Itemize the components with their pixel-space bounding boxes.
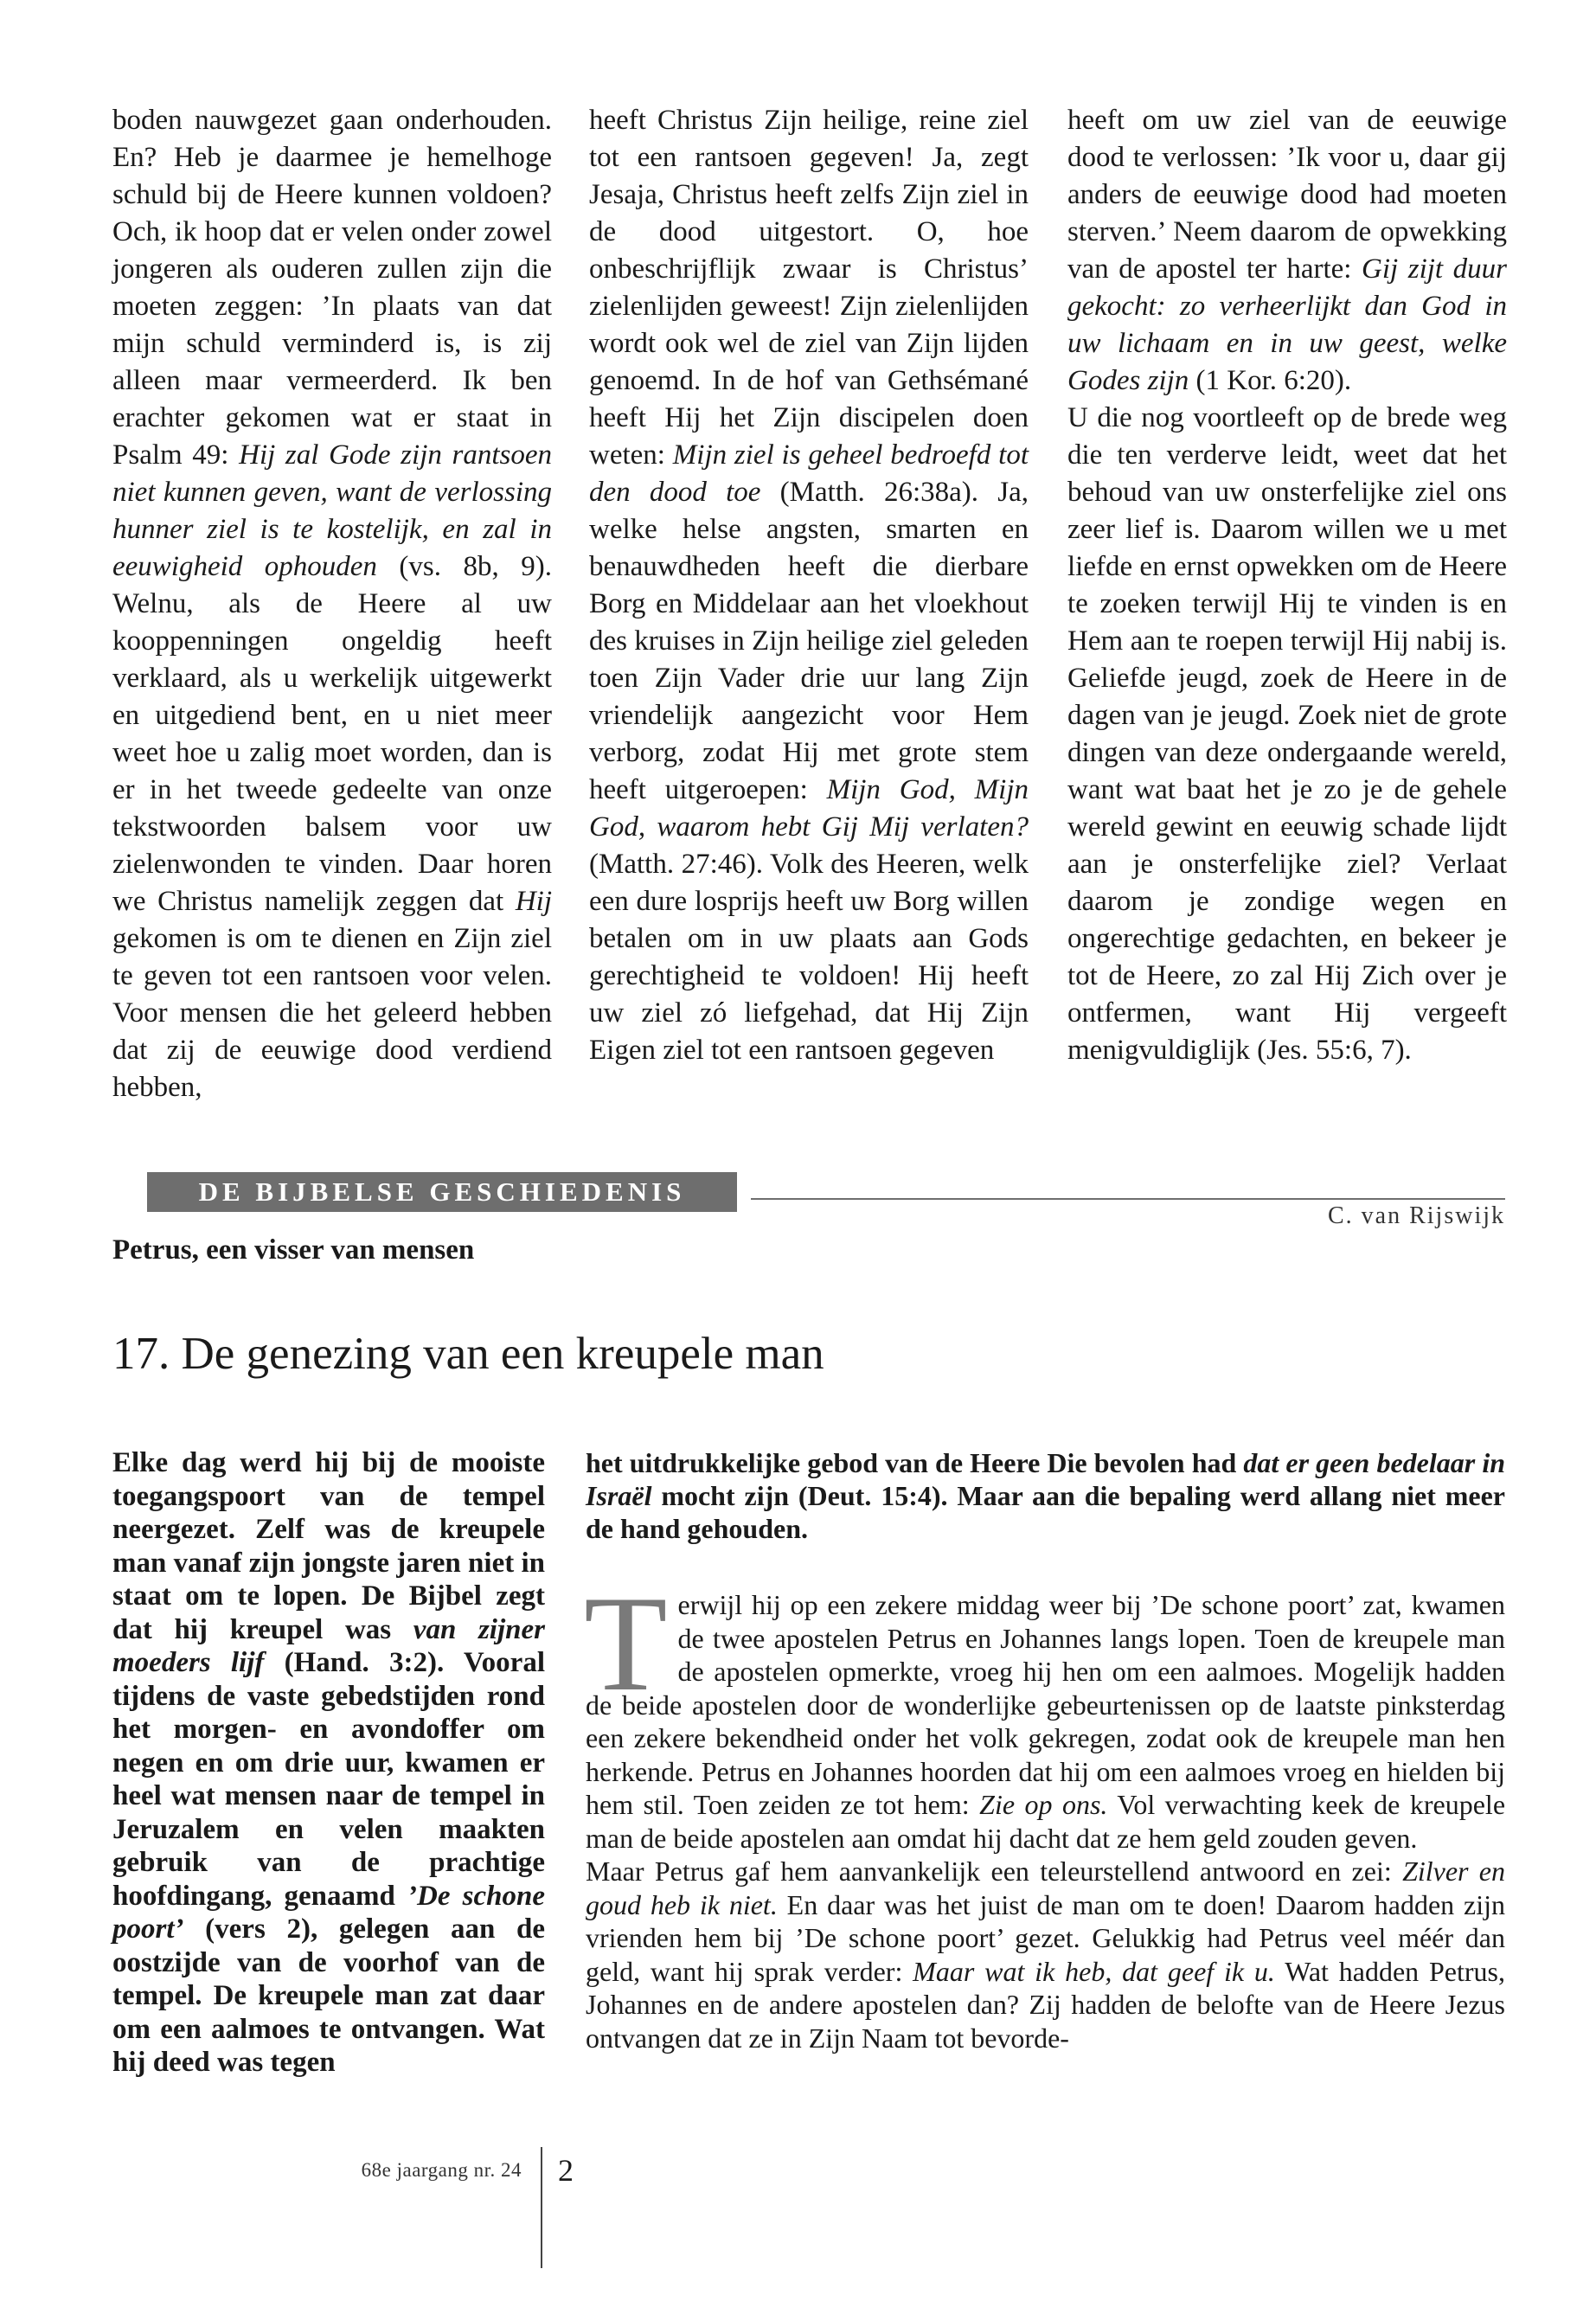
section-banner: DE BIJBELSE GESCHIEDENIS	[147, 1172, 737, 1212]
paragraph	[589, 102, 1029, 1069]
text-run: Vol verwachting keek de kreupele man de beide apostelen aan omdat hij dacht dat ze hem geld zouden geven.	[586, 1789, 1506, 1854]
text-run: Maar Petrus gaf hem aanvankelijk een teleurstellend antwoord en zei:	[586, 1856, 1403, 1887]
text-run: heeft Christus Zijn heilige, reine ziel tot een rantsoen gegeven! Ja, zegt Jesaja, Christus heeft zelfs Zijn ziel in de dood uitgestort. O, hoe onbeschrijflijk zwaar is Christus’ zielenlijden geweest! Zijn zielenlijden wordt ook wel de ziel van Zijn lijden genoemd. In de hof van Gethsémané heeft Hij het Zijn discipelen doen weten:	[589, 105, 1029, 471]
drop-cap: T	[584, 1568, 668, 1720]
main-column	[586, 1446, 1505, 2054]
scripture-quote: van zijner moeders lijf	[112, 1613, 545, 1678]
emphasis: Hij	[515, 886, 552, 917]
column-3	[1067, 102, 1507, 1069]
emphasis: ’De schone poort’	[112, 1880, 545, 1945]
text-run: mocht zijn (Deut. 15:4). Maar aan die bepaling werd allang niet meer de hand gehouden.	[586, 1480, 1505, 1544]
body-text	[584, 1568, 1506, 2054]
scripture-quote: Zilver en goud heb ik niet.	[586, 1856, 1506, 1920]
issue-label: 68e jaargang nr. 24	[361, 2159, 522, 2181]
text-run: boden nauwgezet gaan onderhouden. En? Heb je daarmee je hemelhoge schuld bij de Heere kunnen voldoen? Och, ik hoop dat er velen onder zowel jongeren als ouderen zullen zijn die moeten zeggen: ’In plaats van dat mijn schuld verminderd is, is zij alleen maar vermeerderd. Ik ben erachter gekomen wat er staat in Psalm 49:	[112, 105, 552, 471]
page-number: 2	[558, 2153, 574, 2188]
paragraph	[586, 1855, 1505, 2054]
text-run: (Matth. 26:38a). Ja, welke helse angsten, smarten en benauwdheden heeft die dierbare Borg en Middelaar aan het vloekhout des kruises in Zijn heilige ziel geleden toen Zijn Vader drie uur lang Zijn vriendelijk aangezicht voor Hem verborg, zodat Hij met grote stem heeft uitgeroepen:	[589, 477, 1029, 805]
article-heading: 17. De genezing van een kreupele man	[112, 1329, 824, 1379]
text-run: (vers 2), gelegen aan de oostzijde van de voorhof van de tempel. De kreupele man zat daar om een aalmoes te ontvangen. Wat hij deed was tegen	[112, 1913, 545, 2078]
text-run: (1 Kor. 6:20).	[1189, 365, 1352, 396]
text-run: Wat hadden Petrus, Johannes en de andere apostelen dan? Zij hadden de belofte van de Heere Jezus ontvangen dat ze in Zijn Naam tot bevorde-	[586, 1955, 1506, 2054]
text-run: heeft om uw ziel van de eeuwige dood te verlossen: ’Ik voor u, daar gij anders de eeuwige dood had moeten sterven.’ Neem daarom de opwekking van de apostel ter harte:	[1067, 105, 1507, 285]
footer-divider	[541, 2147, 542, 2268]
text-run: Elke dag werd hij bij de mooiste toegangspoort van de tempel neergezet. Zelf was de kreupele man vanaf zijn jongste jaren niet in staat om te lopen. De Bijbel zegt dat hij kreupel was	[112, 1447, 545, 1645]
author-name: C. van Rijswijk	[1327, 1202, 1505, 1229]
paragraph: U die nog voortleeft op de brede weg die ten verderve leidt, weet dat het behoud van uw onsterfelijke ziel ons zeer lief is. Daarom willen we u met liefde en ernst opwekken om de Heere te zoeken terwijl Hij te vinden is en Hem aan te roepen terwijl Hij nabij is. Geliefde jeugd, zoek de Heere in de dagen van je jeugd. Zoek niet de grote dingen van deze ondergaande wereld, want wat baat het je zo je de gehele wereld gewint en eeuwig schade lijdt aan je onsterfelijke ziel? Verlaat daarom je zondige wegen en ongerechtige gedachten, en bekeer je tot de Heere, zo zal Hij Zich over je ontfermen, want Hij vergeeft menigvuldiglijk (Jes. 55:6, 7).	[1067, 402, 1507, 1066]
column-1	[112, 102, 552, 1106]
scripture-quote: Hij zal Gode zijn rantsoen niet kunnen geven, want de verlossing hunner ziel is te kostelijk, en zal in eeuwigheid ophouden	[112, 439, 552, 582]
scripture-quote: Mijn ziel is geheel bedroefd tot den dood toe	[589, 439, 1029, 508]
paragraph	[584, 1568, 1506, 1855]
series-subtitle: Petrus, een visser van mensen	[112, 1234, 475, 1266]
text-run: (vs. 8b, 9). Welnu, als de Heere al uw kooppenningen ongeldig heeft verklaard, als u werkelijk uitgewerkt en uitgediend bent, en u niet meer weet hoe u zalig moet worden, dan is er in het tweede gedeelte van onze tekstwoorden balsem voor uw zielenwonden te vinden. Daar horen we Christus namelijk zeggen dat	[112, 551, 552, 917]
text-run: (Matth. 27:46). Volk des Heeren, welk een dure losprijs heeft uw Borg willen betalen om in uw plaats aan Gods gerechtigheid te voldoen! Hij heeft uw ziel zó liefgehad, dat Hij Zijn Eigen ziel tot een rantsoen gegeven	[589, 849, 1029, 1066]
text-run: En daar was het juist de man om te doen! Daarom hadden zijn vrienden hem bij ’De schone poort’ gezet. Gelukkig had Petrus veel méér dan geld, want hij sprak verder:	[586, 1888, 1506, 1987]
scripture-quote: Zie op ons.	[979, 1789, 1108, 1820]
paragraph	[112, 102, 552, 1106]
lead-paragraph	[586, 1446, 1505, 1545]
scripture-quote: Mijn God, Mijn God, waarom hebt Gij Mij verlaten?	[589, 774, 1029, 843]
text-run: het uitdrukkelijke gebod van de Heere Die bevolen had	[586, 1447, 1244, 1478]
top-article-columns	[112, 102, 1507, 1103]
text-run: gekomen is om te dienen en Zijn ziel te geven tot een rantsoen voor velen. Voor mensen die het geleerd hebben dat zij de eeuwige dood verdiend hebben,	[112, 923, 552, 1103]
scripture-quote: dat er geen bedelaar in Israël	[586, 1447, 1506, 1511]
text-run: erwijl hij op een zekere middag weer bij ’De schone poort’ zat, kwamen de twee apostelen Petrus en Johannes langs lopen. Toen de kreupele man de apostelen opmerkte, vroeg hij hen om een aalmoes. Mogelijk hadden de beide apostelen door de wonderlijke gebeurtenissen op de laatste pinksterdag een zekere bekendheid onder het volk gekregen, zodat ook de kreupele man hen herkende. Petrus en Johannes hoorden dat hij om een aalmoes vroeg en hielden bij hem stil. Toen zeiden ze tot hem:	[586, 1589, 1505, 1820]
scripture-quote: Gij zijt duur gekocht: zo verheerlijkt dan God in uw lichaam en in uw geest, welke Godes zijn	[1067, 253, 1507, 396]
text-run: (Hand. 3:2). Vooral tijdens de vaste gebedstijden rond het morgen- en avondoffer om negen en om drie uur, kwamen er heel wat mensen naar de tempel in Jeruzalem en velen maakten gebruik van de prachtige hoofdingang, genaamd	[112, 1647, 545, 1912]
column-2	[589, 102, 1029, 1069]
section-divider	[751, 1198, 1505, 1200]
scripture-quote: Maar wat ik heb, dat geef ik u.	[913, 1955, 1275, 1987]
paragraph	[1067, 102, 1507, 400]
intro-column	[112, 1446, 545, 2080]
